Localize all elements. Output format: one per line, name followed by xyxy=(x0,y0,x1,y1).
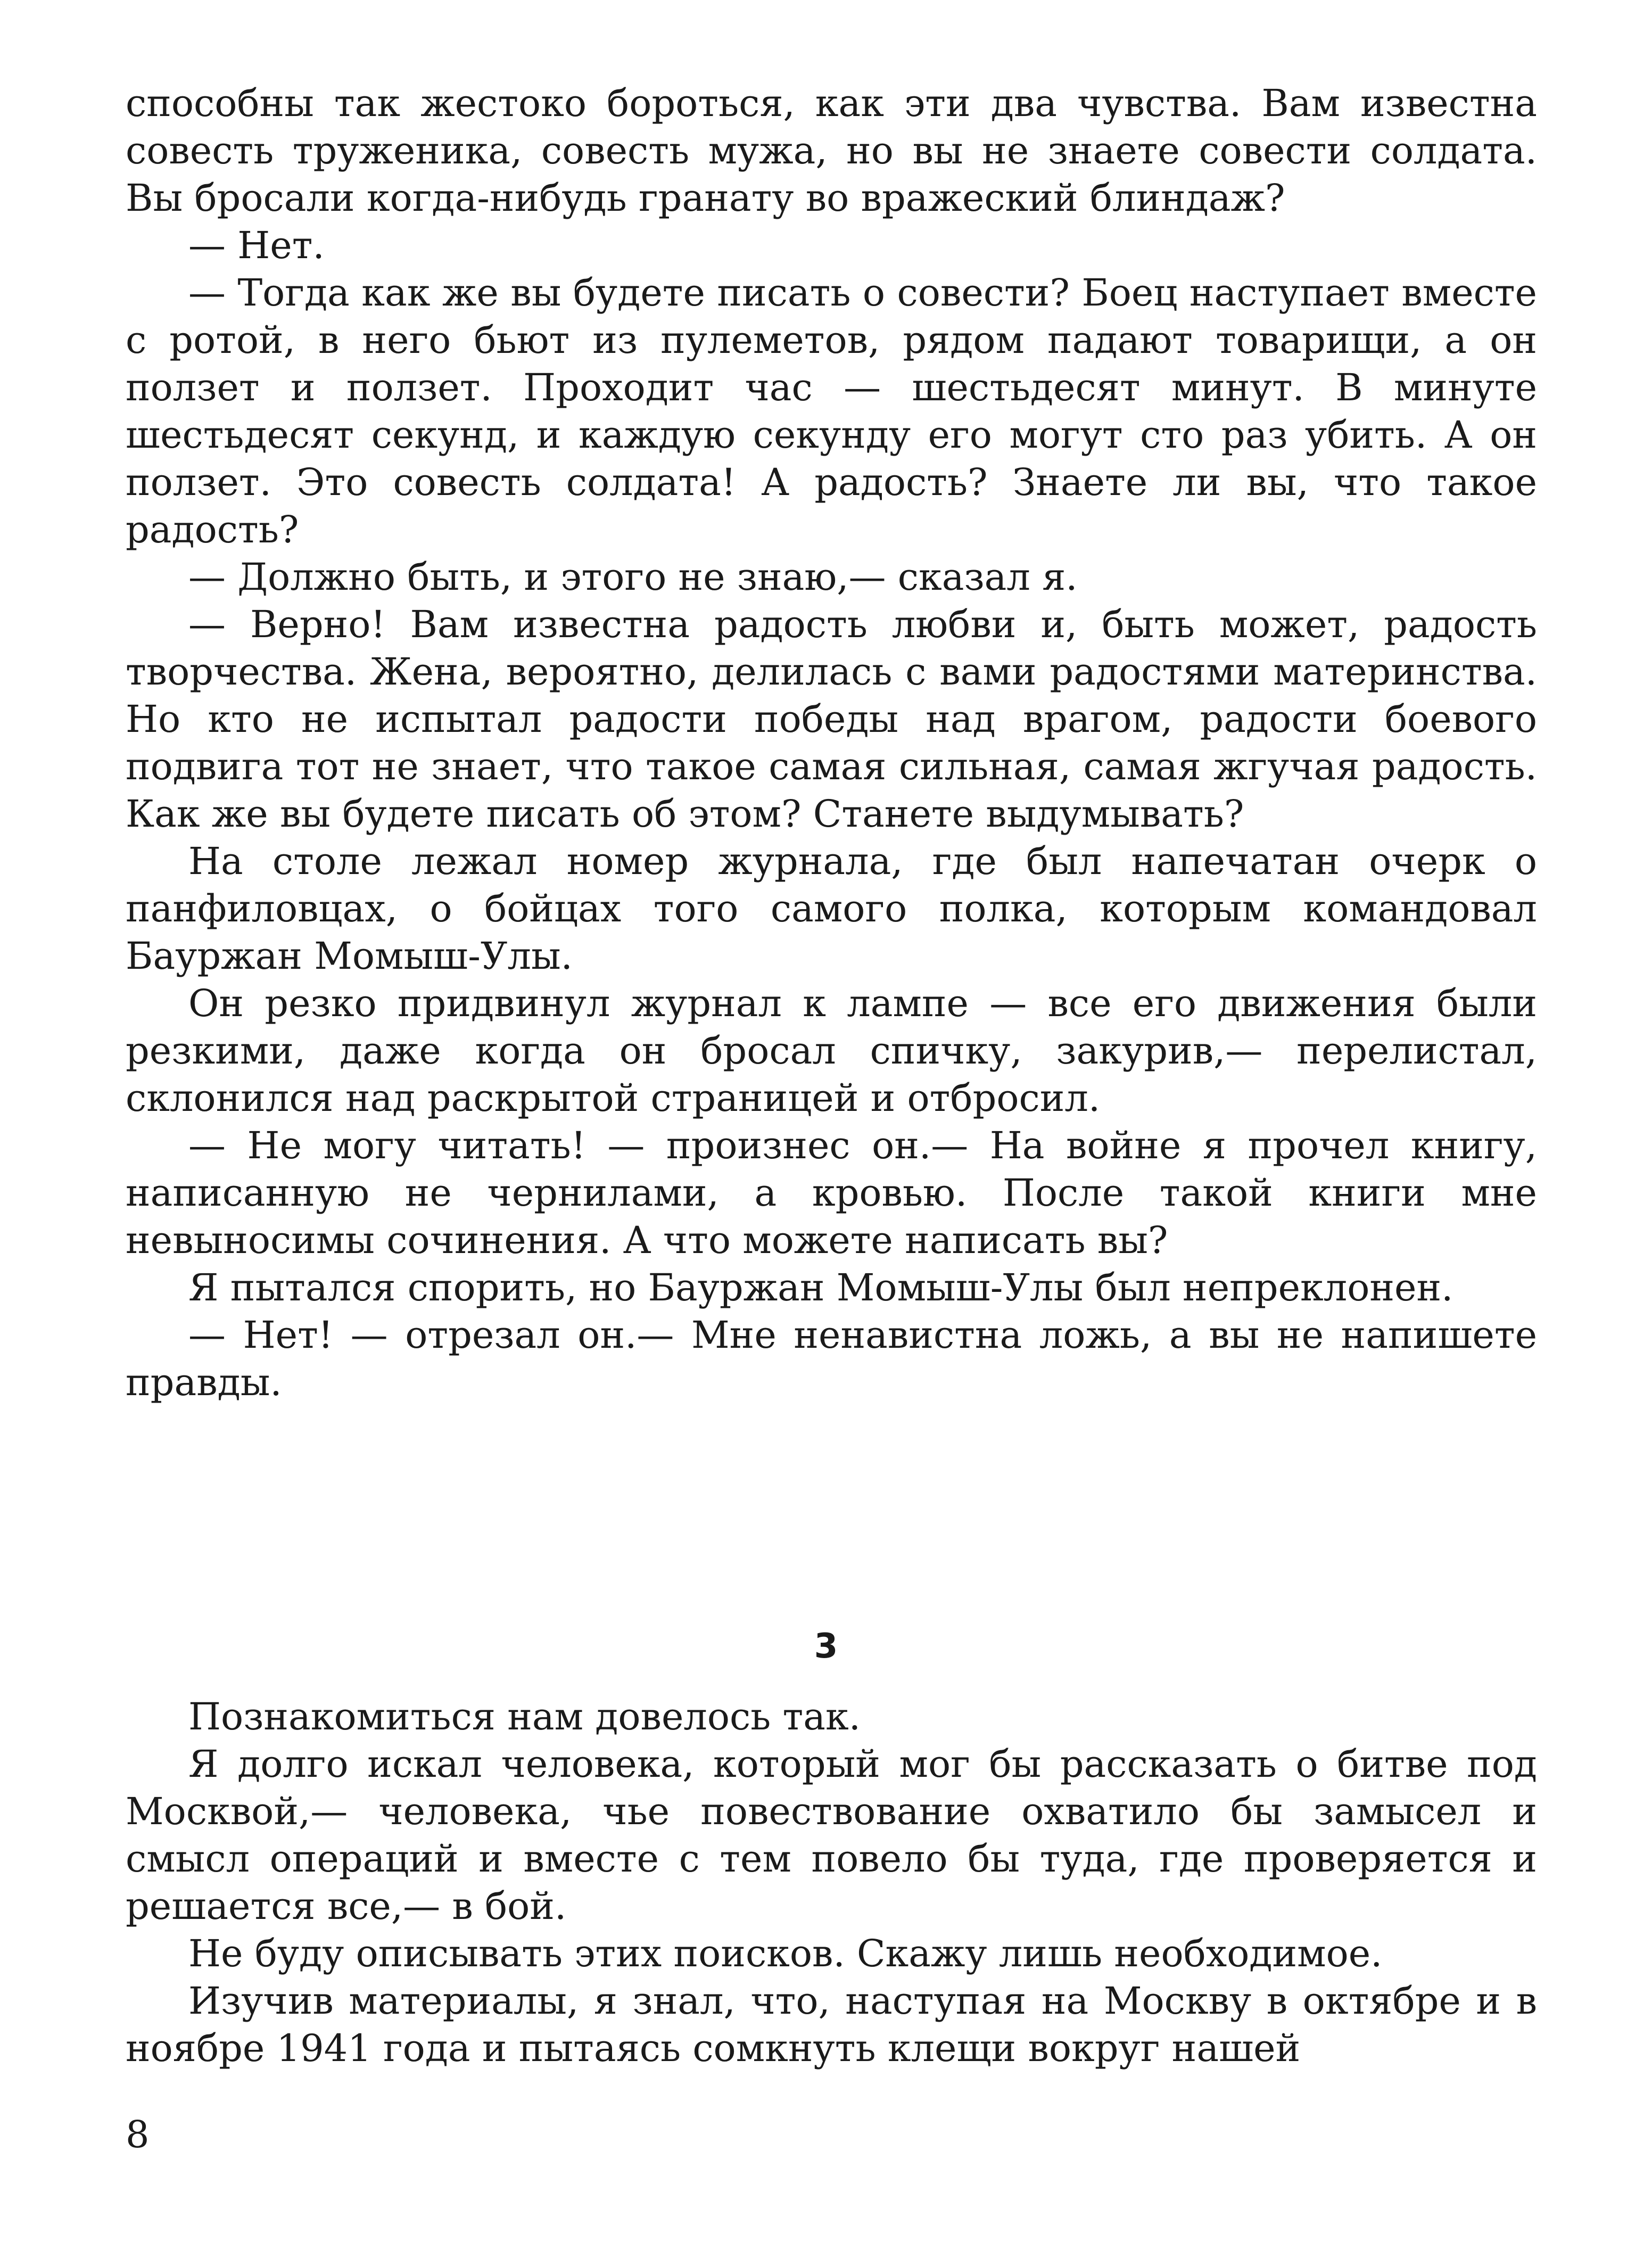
paragraph: Я пытался спорить, но Бауржан Момыш-Улы был непреклонен. xyxy=(188,1266,1453,1309)
paragraph: — Тогда как же вы будете писать о совести? Боец наступает вместе с ротой, в него бьют из пулеметов, рядом падают товарищи, а он ползет и ползет. Проходит час — шестьдесят минут. В минуте шестьдесят секунд, и каждую секунду его могут сто раз убить. А он ползет. Это совесть солдата! А радость? Знаете ли вы, что такое радость? xyxy=(126,271,1537,551)
paragraph: Он резко придвинул журнал к лампе — все его движения были резкими, даже когда он бросал спичку, закурив,— перелистал, склонился над раскрытой страницей и отбросил. xyxy=(126,982,1537,1120)
paragraph: способны так жестоко бороться, как эти два чувства. Вам известна совесть труженика, совесть мужа, но вы не знаете совести солдата. Вы бросали когда-нибудь гранату во вражеский блиндаж? xyxy=(126,81,1537,220)
paragraph: Изучив материалы, я знал, что, наступая на Москву в октябре и в ноябре 1941 года и пытаясь сомкнуть клещи вокруг нашей xyxy=(126,1979,1537,2070)
paragraph: — Нет! — отрезал он.— Мне ненавистна ложь, а вы не напишете правды. xyxy=(126,1313,1537,1404)
text-before-section xyxy=(126,80,1537,1406)
paragraph: Я долго искал человека, который мог бы рассказать о битве под Москвой,— человека, чье повествование охватило бы замысел и смысл операций и вместе с тем повело бы туда, где проверяется и решается все,— в бой. xyxy=(126,1742,1537,1928)
paragraph: — Не могу читать! — произнес он.— На войне я прочел книгу, написанную не чернилами, а кровью. После такой книги мне невыносимы сочинения. А что можете написать вы? xyxy=(126,1124,1537,1262)
paragraph: — Должно быть, и этого не знаю,— сказал я. xyxy=(188,555,1078,599)
paragraph: — Верно! Вам известна радость любви и, быть может, радость творчества. Жена, вероятно, делилась с вами радостями материнства. Но кто не испытал радости победы над врагом, радости боевого подвига тот не знает, что такое самая сильная, самая жгучая радость. Как же вы будете писать об этом? Станете выдумывать? xyxy=(126,603,1537,836)
paragraph: Познакомиться нам довелось так. xyxy=(188,1695,861,1738)
paragraph: На столе лежал номер журнала, где был напечатан очерк о панфиловцах, о бойцах того самого полка, которым командовал Бауржан Момыш-Улы. xyxy=(126,839,1537,978)
paragraph: — Нет. xyxy=(188,224,325,267)
text-after-section xyxy=(126,1693,1537,2072)
section-number: 3 xyxy=(814,1627,838,1666)
page-number: 8 xyxy=(126,2113,150,2156)
paragraph: Не буду описывать этих поисков. Скажу лишь необходимое. xyxy=(188,1932,1383,1975)
